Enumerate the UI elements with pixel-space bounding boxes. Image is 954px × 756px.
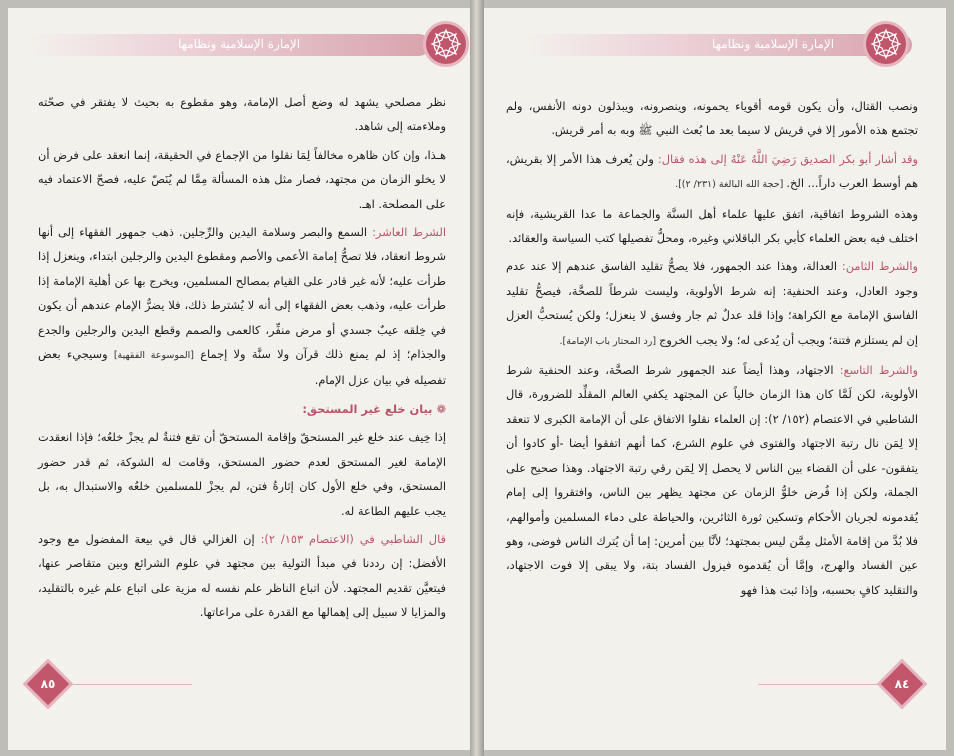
page-number-rule — [758, 684, 878, 685]
paragraph-text: نظر مصلحي يشهد له وضع أصل الإمامة، وهو مقطوع به بحيث لا يفتقر في صحّته وملاءمته إلى شاهد. — [38, 95, 446, 134]
quote-lead: وقد أشار أبو بكر الصديق رَضِيَ اللَّهُ عَنْهُ إلى هذه فقال: — [657, 151, 918, 166]
paragraph-text: وسيجيء بعض تفصيله في بيان عزل الإمام. — [38, 347, 446, 388]
paragraph — [38, 90, 446, 139]
right-page-header — [484, 24, 946, 64]
page-number: ٨٥ — [40, 677, 56, 691]
citation: [حجة الله البالغة (٢٣١/ ٢)]. — [675, 179, 787, 191]
citation: [الموسوعة الفقهية] — [113, 350, 194, 362]
paragraph — [506, 358, 918, 602]
paragraph-text: هـذا، وإن كان ظاهره مخالفاً لِمَا نقلوا من الإجماع في الحقيقة، إنما انعقد على فرض أن لا يخلو الزمان من مجتهد، فصار مثل هذه المسألة مِمَّا لم يُنَصّ عليه، فصحّ الاعتماد فيه على المصلحة. اهـ. — [38, 147, 446, 211]
quote-lead: قال الشاطبي في (الاعتصام ١٥٣/ ٢): — [260, 531, 446, 546]
paragraph-text: السمع والبصر وسلامة اليدين والرِّجلين. ذهب جمهور الفقهاء إلى أنها شروط انعقاد، فلا تصحُّ إمامة الأعمى والأصم ومقطوع اليدين والرجلين ابتداء، وينعزل إذا طرأت عليه؛ لأنه غير قادر على القيام بمصالح المسلمين، ويخرج بها عن أهلية الإمامة إذا طرأت عليه، وذهب بعض الفقهاء إلى أنه لا يُشترط ذلك، فلا يضرُّ الإمام عندهم أن يكون في خِلقه عيبٌ جسدي أو مرض منفِّر، كالعمى والصمم وقطع اليدين والرجلين والجدع والجذام؛ إذ لم يمنع ذلك قرآن ولا سنَّة ولا إجماع — [38, 225, 446, 362]
ornament-medallion-icon — [866, 24, 906, 64]
paragraph-text: وهذه الشروط اتفاقية، اتفق عليها علماء أهل السنَّة والجماعة ما عدا القريشية، فإنه اختلف فيه بعض العلماء كأبي بكر الباقلاني وغيره، ومحلُّ تفصيلها كتب السياسة والعقائد. — [506, 206, 918, 246]
book-gutter — [470, 0, 484, 756]
right-page — [484, 8, 946, 750]
left-page — [8, 8, 470, 750]
condition-heading: والشرط التاسع: — [839, 363, 918, 378]
paragraph — [38, 143, 446, 216]
paragraph — [506, 94, 918, 143]
page-number-badge — [882, 664, 922, 704]
ornament-medallion-icon — [426, 24, 466, 64]
paragraph — [506, 254, 918, 354]
paragraph-text: ونصب القتال، وأن يكون قومه أقوياء يحمونه، وينصرونه، ويبذلون دونه الأنفس، ولم تجتمع هذه الأمور إلا في قريش لا سيما بعد ما بُعث النبي ﷺ وبه به أمر قريش. — [506, 99, 918, 138]
paragraph — [38, 220, 446, 393]
paragraph-text: إن الغزالي قال في بيعة المفضول مع وجود الأفضل: إن رددنا في مبدأ التولية بين مجتهد في علوم الشرائع وبين متقاصر عنها، فيتعيَّن تقديم المجتهد. لأن اتباع الناظر علم نفسه له مزية على اتباع علم غيره بالتقليد، والمزايا لا سبيل إلى إهمالها مع القدرة على مراعاتها. — [38, 531, 446, 620]
page-number-rule — [72, 684, 192, 685]
paragraph — [38, 425, 446, 523]
condition-heading: الشرط العاشر: — [372, 225, 446, 240]
paragraph-text: العدالة، وهذا عند الجمهور، فلا يصحُّ تقليد الفاسق عندهم إلا عند عدم وجود العادل، وعند الحنفية: إنه شرط الأولوية، وليست شرطاً للصحَّة، فيصحُّ تقليد الفاسق الإمامة مع الكراهة؛ وإذا قلد عدلٌ ثم جار وفسق لا ينعزل؛ ولكن يُستحبُّ العزل إن لم يستلزم فتنة؛ ويجب أن يُدعى له؛ ولا يجب الخروج — [506, 259, 918, 347]
header-title: الإمارة الإسلامية ونظامها — [712, 37, 835, 51]
paragraph — [506, 202, 918, 251]
paragraph — [506, 147, 918, 198]
condition-heading: والشرط الثامن: — [841, 259, 918, 274]
citation: [رد المحتار باب الإمامة]. — [559, 335, 660, 347]
paragraph-text: ولن يُعرف هذا الأمر إلا بقريش، هم أوسط العرب داراً... الخ. — [506, 151, 918, 191]
left-page-body — [38, 90, 446, 629]
section-heading-text: بيان خلع غير المستحق: — [302, 401, 433, 416]
header-title: الإمارة الإسلامية ونظامها — [178, 37, 301, 51]
bullet-ornament-icon: ❁ — [436, 401, 446, 416]
paragraph — [38, 527, 446, 625]
section-heading — [38, 397, 446, 421]
page-number-badge — [28, 664, 68, 704]
left-page-header — [8, 24, 470, 64]
paragraph-text: الاجتهاد، وهذا أيضاً عند الجمهور شرط الصحَّة، وعند الحنفية شرط الأولوية، لكن لَمَّا كان هذا الزمان خالياً عن المجتهد يكفي العالم المقلِّد للضرورة، قال الشاطبي في الاعتصام (١٥٢/ ٢): إن العلماء نقلوا الاتفاق على أن الإمامة الكبرى لا تنعقد إلا لِمَن نال رتبة الاجتهاد والفتوى في علوم الشرع، كما أنهم اتفقوا أيضا -أو كادوا أن يتفقون- على أن القضاء بين الناس لا يحصل إلا لِمَن رقي رتبة الاجتهاد. وهذا صحيح على الجملة، ولكن إذا فُرض خلوُّ الزمان عن مجتهد يظهر بين الناس، وافتقروا إلى إمام يُقدمونه لجريان الأحكام وتسكين ثورة الثائرين، والحياطة على دماء المسلمين وأموالهم، فلا بُدَّ من إقامة الأمثل مِمَّن ليس بمجتهد؛ لأنَّا بين أمرين: إما أن يُترك الناس فوضى، وهو عين الفساد والهرج، وإمَّا أن يُقدموه فيزول الفساد بتة، ولا يبقى إلا فوت الاجتهاد، والتقليد كافٍ بحسبه، وإذا ثبت هذا فهو — [506, 363, 918, 597]
right-page-body — [506, 94, 918, 606]
page-number: ٨٤ — [894, 677, 910, 691]
paragraph-text: إذا خِيف عند خلع غير المستحقّ وإقامة المستحقّ أن تقع فتنةٌ لم يجزْ خلعُه؛ فإذا انعقدت الإمامة لغير المستحق لعدم حضور المستحق، وقامت له الشوكة، ثم قدر حضور المستحق، وفي خلع الأول كان إثارةُ فتن، لم يجزْ للمسلمين خلعُه والاستبدال به، بل يجب عليهم الطاعة له. — [38, 430, 446, 518]
